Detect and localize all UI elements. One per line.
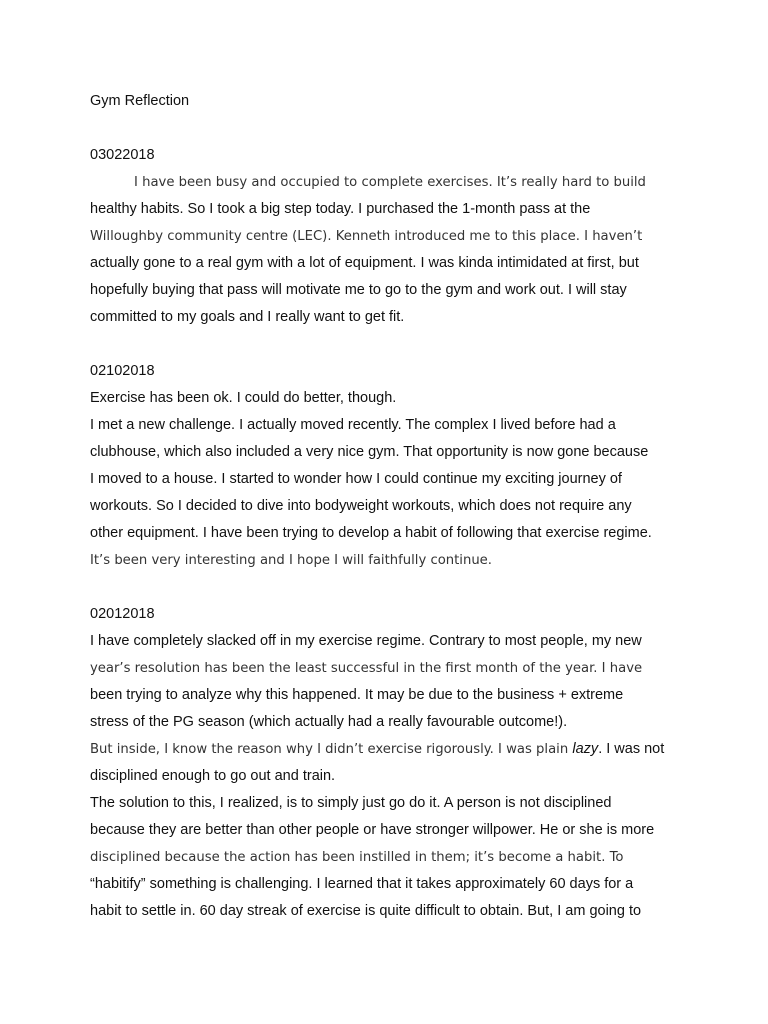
entry-line bbox=[90, 736, 698, 763]
entry-line: clubhouse, which also included a very nice gym. That opportunity is now gone because bbox=[90, 444, 649, 460]
entry-line: healthy habits. So I took a big step today. I purchased the 1-month pass at the bbox=[90, 201, 591, 217]
entry-line: Exercise has been ok. I could do better, though. bbox=[90, 390, 397, 406]
entry-line: I moved to a house. I started to wonder how I could continue my exciting journey of bbox=[90, 471, 622, 487]
journal-entry bbox=[90, 142, 698, 331]
entry-line: actually gone to a real gym with a lot of equipment. I was kinda intimidated at first, but bbox=[90, 255, 639, 271]
entry-line: disciplined enough to go out and train. bbox=[90, 768, 336, 784]
entry-line: stress of the PG season (which actually had a really favourable outcome!). bbox=[90, 714, 568, 730]
entry-line: other equipment. I have been trying to develop a habit of following that exercise regime. bbox=[90, 525, 652, 541]
entry-line: workouts. So I decided to dive into bodyweight workouts, which does not require any bbox=[90, 498, 632, 514]
entry-line-text: But inside, I know the reason why I didn’t exercise rigorously. I was plain bbox=[90, 742, 573, 757]
emphasis-text: lazy bbox=[572, 741, 599, 757]
entry-date: 03022018 bbox=[90, 147, 155, 163]
entry-line-text: . I was not bbox=[598, 741, 665, 757]
entry-line: hopefully buying that pass will motivate me to go to the gym and work out. I will stay bbox=[90, 282, 627, 298]
entry-line: “habitify” something is challenging. I learned that it takes approximately 60 days for a bbox=[90, 876, 634, 892]
entry-line: I met a new challenge. I actually moved recently. The complex I lived before had a bbox=[90, 417, 616, 433]
journal-entry bbox=[90, 358, 698, 574]
entry-line: year’s resolution has been the least successful in the first month of the year. I have bbox=[90, 661, 643, 676]
entry-line: disciplined because the action has been instilled in them; it’s become a habit. To bbox=[90, 850, 624, 865]
entry-line: I have completely slacked off in my exercise regime. Contrary to most people, my new bbox=[90, 633, 642, 649]
entry-line: because they are better than other people or have stronger willpower. He or she is more bbox=[90, 822, 655, 838]
entry-date: 02012018 bbox=[90, 606, 155, 622]
entry-line: Willoughby community centre (LEC). Kenneth introduced me to this place. I haven’t bbox=[90, 229, 643, 244]
journal-entry bbox=[90, 601, 698, 925]
entry-line: The solution to this, I realized, is to simply just go do it. A person is not disciplined bbox=[90, 795, 612, 811]
document-title: Gym Reflection bbox=[90, 93, 190, 109]
entry-line: habit to settle in. 60 day streak of exercise is quite difficult to obtain. But, I am going to bbox=[90, 903, 642, 919]
entry-line: It’s been very interesting and I hope I will faithfully continue. bbox=[90, 553, 492, 568]
entry-line: committed to my goals and I really want to get fit. bbox=[90, 309, 405, 325]
entry-line: been trying to analyze why this happened. It may be due to the business + extreme bbox=[90, 687, 624, 703]
entry-line: I have been busy and occupied to complete exercises. It’s really hard to build bbox=[134, 175, 646, 190]
entry-date: 02102018 bbox=[90, 363, 155, 379]
